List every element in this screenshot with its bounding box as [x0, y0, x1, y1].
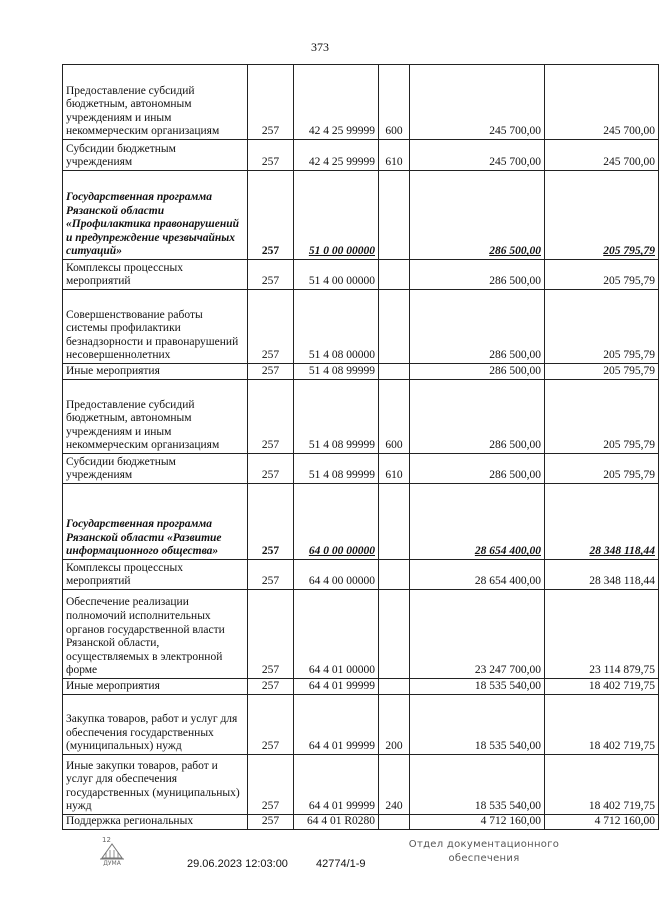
row-name-cell: Субсидии бюджетным учреждениям [63, 454, 248, 484]
row-planned-cell: 4 712 160,00 [410, 815, 545, 830]
row-gr-cell: 257 [248, 755, 294, 815]
row-csr-cell: 42 4 25 99999 [294, 65, 379, 140]
budget-table-body [63, 65, 659, 830]
row-executed-cell: 18 402 719,75 [545, 679, 659, 695]
row-planned-cell: 28 654 400,00 [410, 484, 545, 560]
row-planned-cell: 286 500,00 [410, 290, 545, 364]
row-planned-cell: 245 700,00 [410, 65, 545, 140]
budget-table [62, 64, 659, 830]
table-row [63, 290, 659, 364]
row-csr-cell: 64 0 00 00000 [294, 484, 379, 560]
row-gr-cell: 257 [248, 364, 294, 380]
row-executed-cell: 205 795,79 [545, 260, 659, 290]
office-stamp-line: Отдел документационного [408, 839, 560, 850]
row-executed-cell: 28 348 118,44 [545, 560, 659, 590]
row-gr-cell: 257 [248, 171, 294, 260]
row-name-cell: Государственная программа Рязанской области «Профилактика правонарушений и предупреждение чрезвычайных ситуаций» [63, 171, 248, 260]
office-stamp-line: обеспечения [448, 853, 520, 864]
row-executed-cell: 18 402 719,75 [545, 755, 659, 815]
table-row [63, 755, 659, 815]
row-csr-cell: 64 4 01 99999 [294, 755, 379, 815]
row-executed-cell: 28 348 118,44 [545, 484, 659, 560]
row-gr-cell: 257 [248, 380, 294, 454]
row-planned-cell: 286 500,00 [410, 454, 545, 484]
row-name-cell: Совершенствование работы системы профилактики безнадзорности и правонарушений несовершеннолетних [63, 290, 248, 364]
document-number: 42774/1-9 [316, 858, 366, 870]
table-row [63, 260, 659, 290]
row-executed-cell: 4 712 160,00 [545, 815, 659, 830]
row-vr-cell [379, 815, 410, 830]
row-name-cell: Обеспечение реализации полномочий исполнительных органов государственной власти Рязанской области, осуществляемых в электронной форме [63, 590, 248, 679]
row-executed-cell: 245 700,00 [545, 65, 659, 140]
row-vr-cell: 200 [379, 695, 410, 755]
row-name-cell: Комплексы процессных мероприятий [63, 560, 248, 590]
row-gr-cell: 257 [248, 590, 294, 679]
row-name-cell: Предоставление субсидий бюджетным, автономным учреждениям и иным некоммерческим организациям [63, 380, 248, 454]
row-name-cell: Предоставление субсидий бюджетным, автономным учреждениям и иным некоммерческим организациям [63, 65, 248, 140]
office-stamp [404, 838, 564, 866]
row-csr-cell: 42 4 25 99999 [294, 140, 379, 171]
row-csr-cell: 64 4 01 99999 [294, 679, 379, 695]
row-gr-cell: 257 [248, 260, 294, 290]
table-row [63, 679, 659, 695]
row-csr-cell: 51 4 08 99999 [294, 364, 379, 380]
table-row [63, 484, 659, 560]
row-vr-cell [379, 260, 410, 290]
row-planned-cell: 18 535 540,00 [410, 695, 545, 755]
row-gr-cell: 257 [248, 695, 294, 755]
row-csr-cell: 64 4 00 00000 [294, 560, 379, 590]
row-gr-cell: 257 [248, 290, 294, 364]
row-executed-cell: 205 795,79 [545, 171, 659, 260]
row-csr-cell: 64 4 01 99999 [294, 695, 379, 755]
row-csr-cell: 51 4 08 00000 [294, 290, 379, 364]
row-name-cell: Поддержка региональных [63, 815, 248, 830]
row-csr-cell: 64 4 01 R0280 [294, 815, 379, 830]
row-executed-cell: 18 402 719,75 [545, 695, 659, 755]
row-csr-cell: 64 4 01 00000 [294, 590, 379, 679]
row-executed-cell: 245 700,00 [545, 140, 659, 171]
print-date: 29.06.2023 12:03:00 [187, 858, 288, 870]
page-footer [0, 836, 640, 896]
table-row [63, 815, 659, 830]
table-row [63, 65, 659, 140]
row-name-cell: Закупка товаров, работ и услуг для обеспечения государственных (муниципальных) нужд [63, 695, 248, 755]
table-row [63, 695, 659, 755]
row-vr-cell: 600 [379, 380, 410, 454]
row-planned-cell: 286 500,00 [410, 364, 545, 380]
row-vr-cell [379, 560, 410, 590]
row-gr-cell: 257 [248, 679, 294, 695]
row-name-cell: Комплексы процессных мероприятий [63, 260, 248, 290]
row-gr-cell: 257 [248, 454, 294, 484]
row-vr-cell: 240 [379, 755, 410, 815]
row-executed-cell: 205 795,79 [545, 290, 659, 364]
row-gr-cell: 257 [248, 65, 294, 140]
row-vr-cell [379, 364, 410, 380]
row-gr-cell: 257 [248, 560, 294, 590]
row-executed-cell: 205 795,79 [545, 454, 659, 484]
row-planned-cell: 28 654 400,00 [410, 560, 545, 590]
table-row [63, 140, 659, 171]
row-gr-cell: 257 [248, 140, 294, 171]
row-name-cell: Иные закупки товаров, работ и услуг для обеспечения государственных (муниципальных) нужд [63, 755, 248, 815]
emblem-label: ДУМА [103, 860, 121, 867]
row-vr-cell: 600 [379, 65, 410, 140]
row-name-cell: Иные мероприятия [63, 364, 248, 380]
row-planned-cell: 18 535 540,00 [410, 679, 545, 695]
row-planned-cell: 23 247 700,00 [410, 590, 545, 679]
page-number: 373 [311, 40, 329, 54]
row-vr-cell [379, 290, 410, 364]
row-executed-cell: 23 114 879,75 [545, 590, 659, 679]
row-vr-cell [379, 590, 410, 679]
row-planned-cell: 286 500,00 [410, 171, 545, 260]
row-csr-cell: 51 4 08 99999 [294, 454, 379, 484]
table-row [63, 364, 659, 380]
row-vr-cell: 610 [379, 140, 410, 171]
row-csr-cell: 51 0 00 00000 [294, 171, 379, 260]
row-name-cell: Субсидии бюджетным учреждениям [63, 140, 248, 171]
table-row [63, 380, 659, 454]
row-vr-cell [379, 679, 410, 695]
row-planned-cell: 245 700,00 [410, 140, 545, 171]
row-name-cell: Государственная программа Рязанской области «Развитие информационного общества» [63, 484, 248, 560]
row-vr-cell [379, 484, 410, 560]
table-row [63, 590, 659, 679]
table-row [63, 171, 659, 260]
row-csr-cell: 51 4 08 99999 [294, 380, 379, 454]
row-vr-cell [379, 171, 410, 260]
row-name-cell: Иные мероприятия [63, 679, 248, 695]
row-gr-cell: 257 [248, 815, 294, 830]
row-vr-cell: 610 [379, 454, 410, 484]
row-csr-cell: 51 4 00 00000 [294, 260, 379, 290]
row-planned-cell: 286 500,00 [410, 260, 545, 290]
table-row [63, 560, 659, 590]
row-executed-cell: 205 795,79 [545, 364, 659, 380]
stamp-number: 12 [102, 836, 111, 844]
table-row [63, 454, 659, 484]
row-planned-cell: 18 535 540,00 [410, 755, 545, 815]
row-executed-cell: 205 795,79 [545, 380, 659, 454]
row-gr-cell: 257 [248, 484, 294, 560]
row-planned-cell: 286 500,00 [410, 380, 545, 454]
